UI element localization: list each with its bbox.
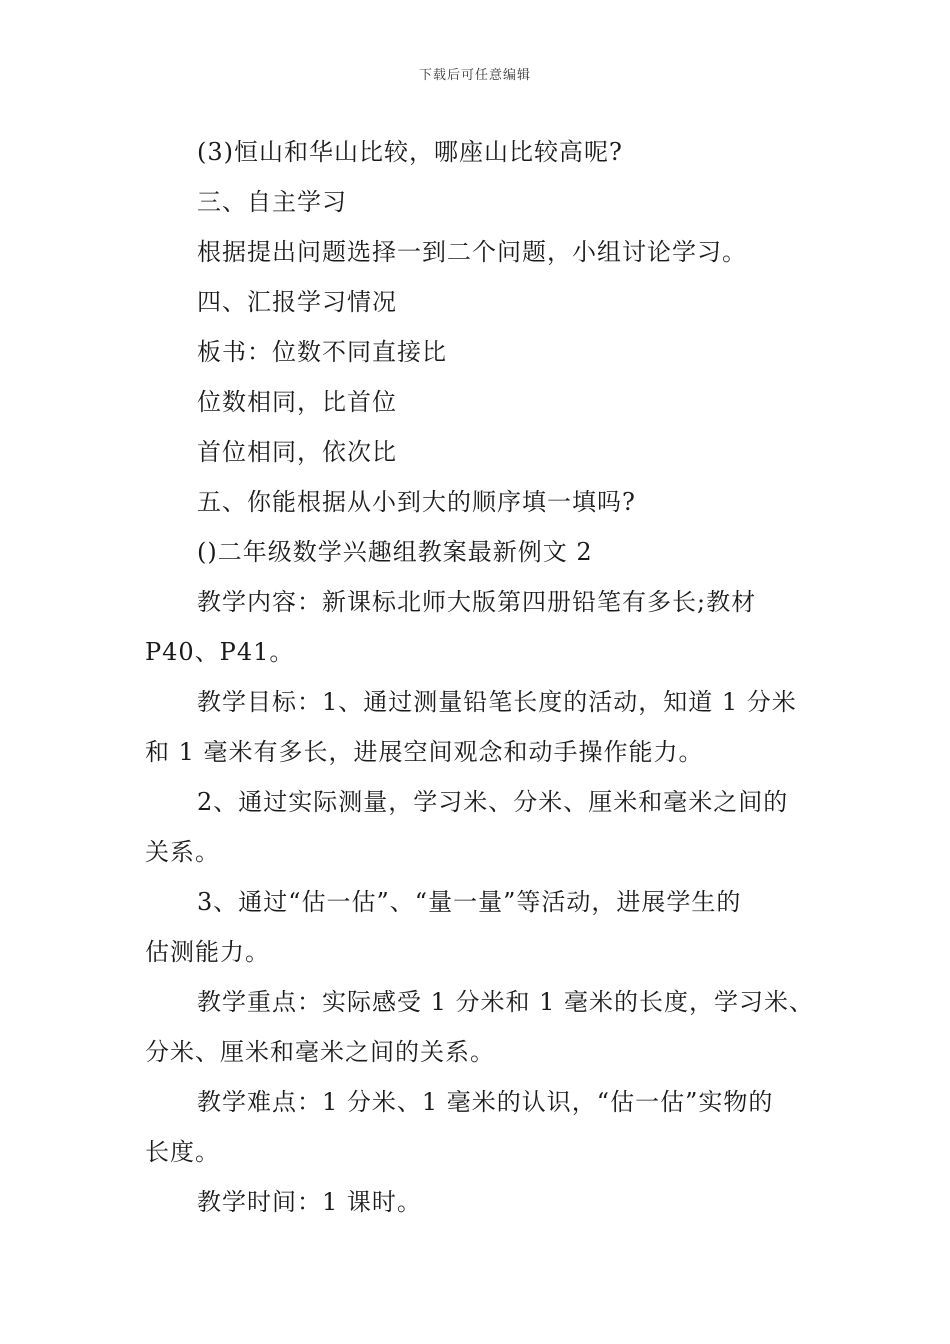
paragraph-line: 教学难点：1 分米、1 毫米的认识，“估一估”实物的	[197, 1088, 774, 1116]
paragraph-line: P40、P41。	[145, 638, 295, 666]
paragraph-line: 教学目标：1、通过测量铅笔长度的活动，知道 1 分米	[197, 688, 797, 716]
document-body	[145, 127, 815, 1227]
paragraph-line: 板书：位数不同直接比	[197, 338, 447, 366]
paragraph-line: 长度。	[145, 1138, 220, 1166]
paragraph-line: 教学重点：实际感受 1 分米和 1 毫米的长度，学习米、	[197, 988, 815, 1016]
paragraph-line: 教学时间：1 课时。	[197, 1188, 422, 1216]
document-title: ()二年级数学兴趣组教案最新例文 2	[197, 538, 593, 566]
paragraph-line: 关系。	[145, 838, 220, 866]
paragraph-line: 位数相同，比首位	[197, 388, 397, 416]
paragraph-line: (3)恒山和华山比较，哪座山比较高呢?	[197, 138, 623, 166]
paragraph-line: 和 1 毫米有多长，进展空间观念和动手操作能力。	[145, 738, 704, 766]
paragraph-line: 教学内容：新课标北师大版第四册铅笔有多长;教材	[197, 588, 757, 616]
section-heading: 三、自主学习	[197, 188, 347, 216]
paragraph-line: 估测能力。	[145, 938, 270, 966]
paragraph-line: 首位相同，依次比	[197, 438, 397, 466]
paragraph-line: 3、通过“估一估”、“量一量”等活动，进展学生的	[197, 888, 742, 916]
paragraph-line: 根据提出问题选择一到二个问题，小组讨论学习。	[197, 238, 747, 266]
section-heading: 四、汇报学习情况	[197, 288, 397, 316]
page-header: 下载后可任意编辑	[418, 68, 531, 83]
paragraph-line: 分米、厘米和毫米之间的关系。	[145, 1038, 495, 1066]
section-heading: 五、你能根据从小到大的顺序填一填吗?	[197, 488, 636, 516]
paragraph-line: 2、通过实际测量，学习米、分米、厘米和毫米之间的	[197, 788, 789, 816]
